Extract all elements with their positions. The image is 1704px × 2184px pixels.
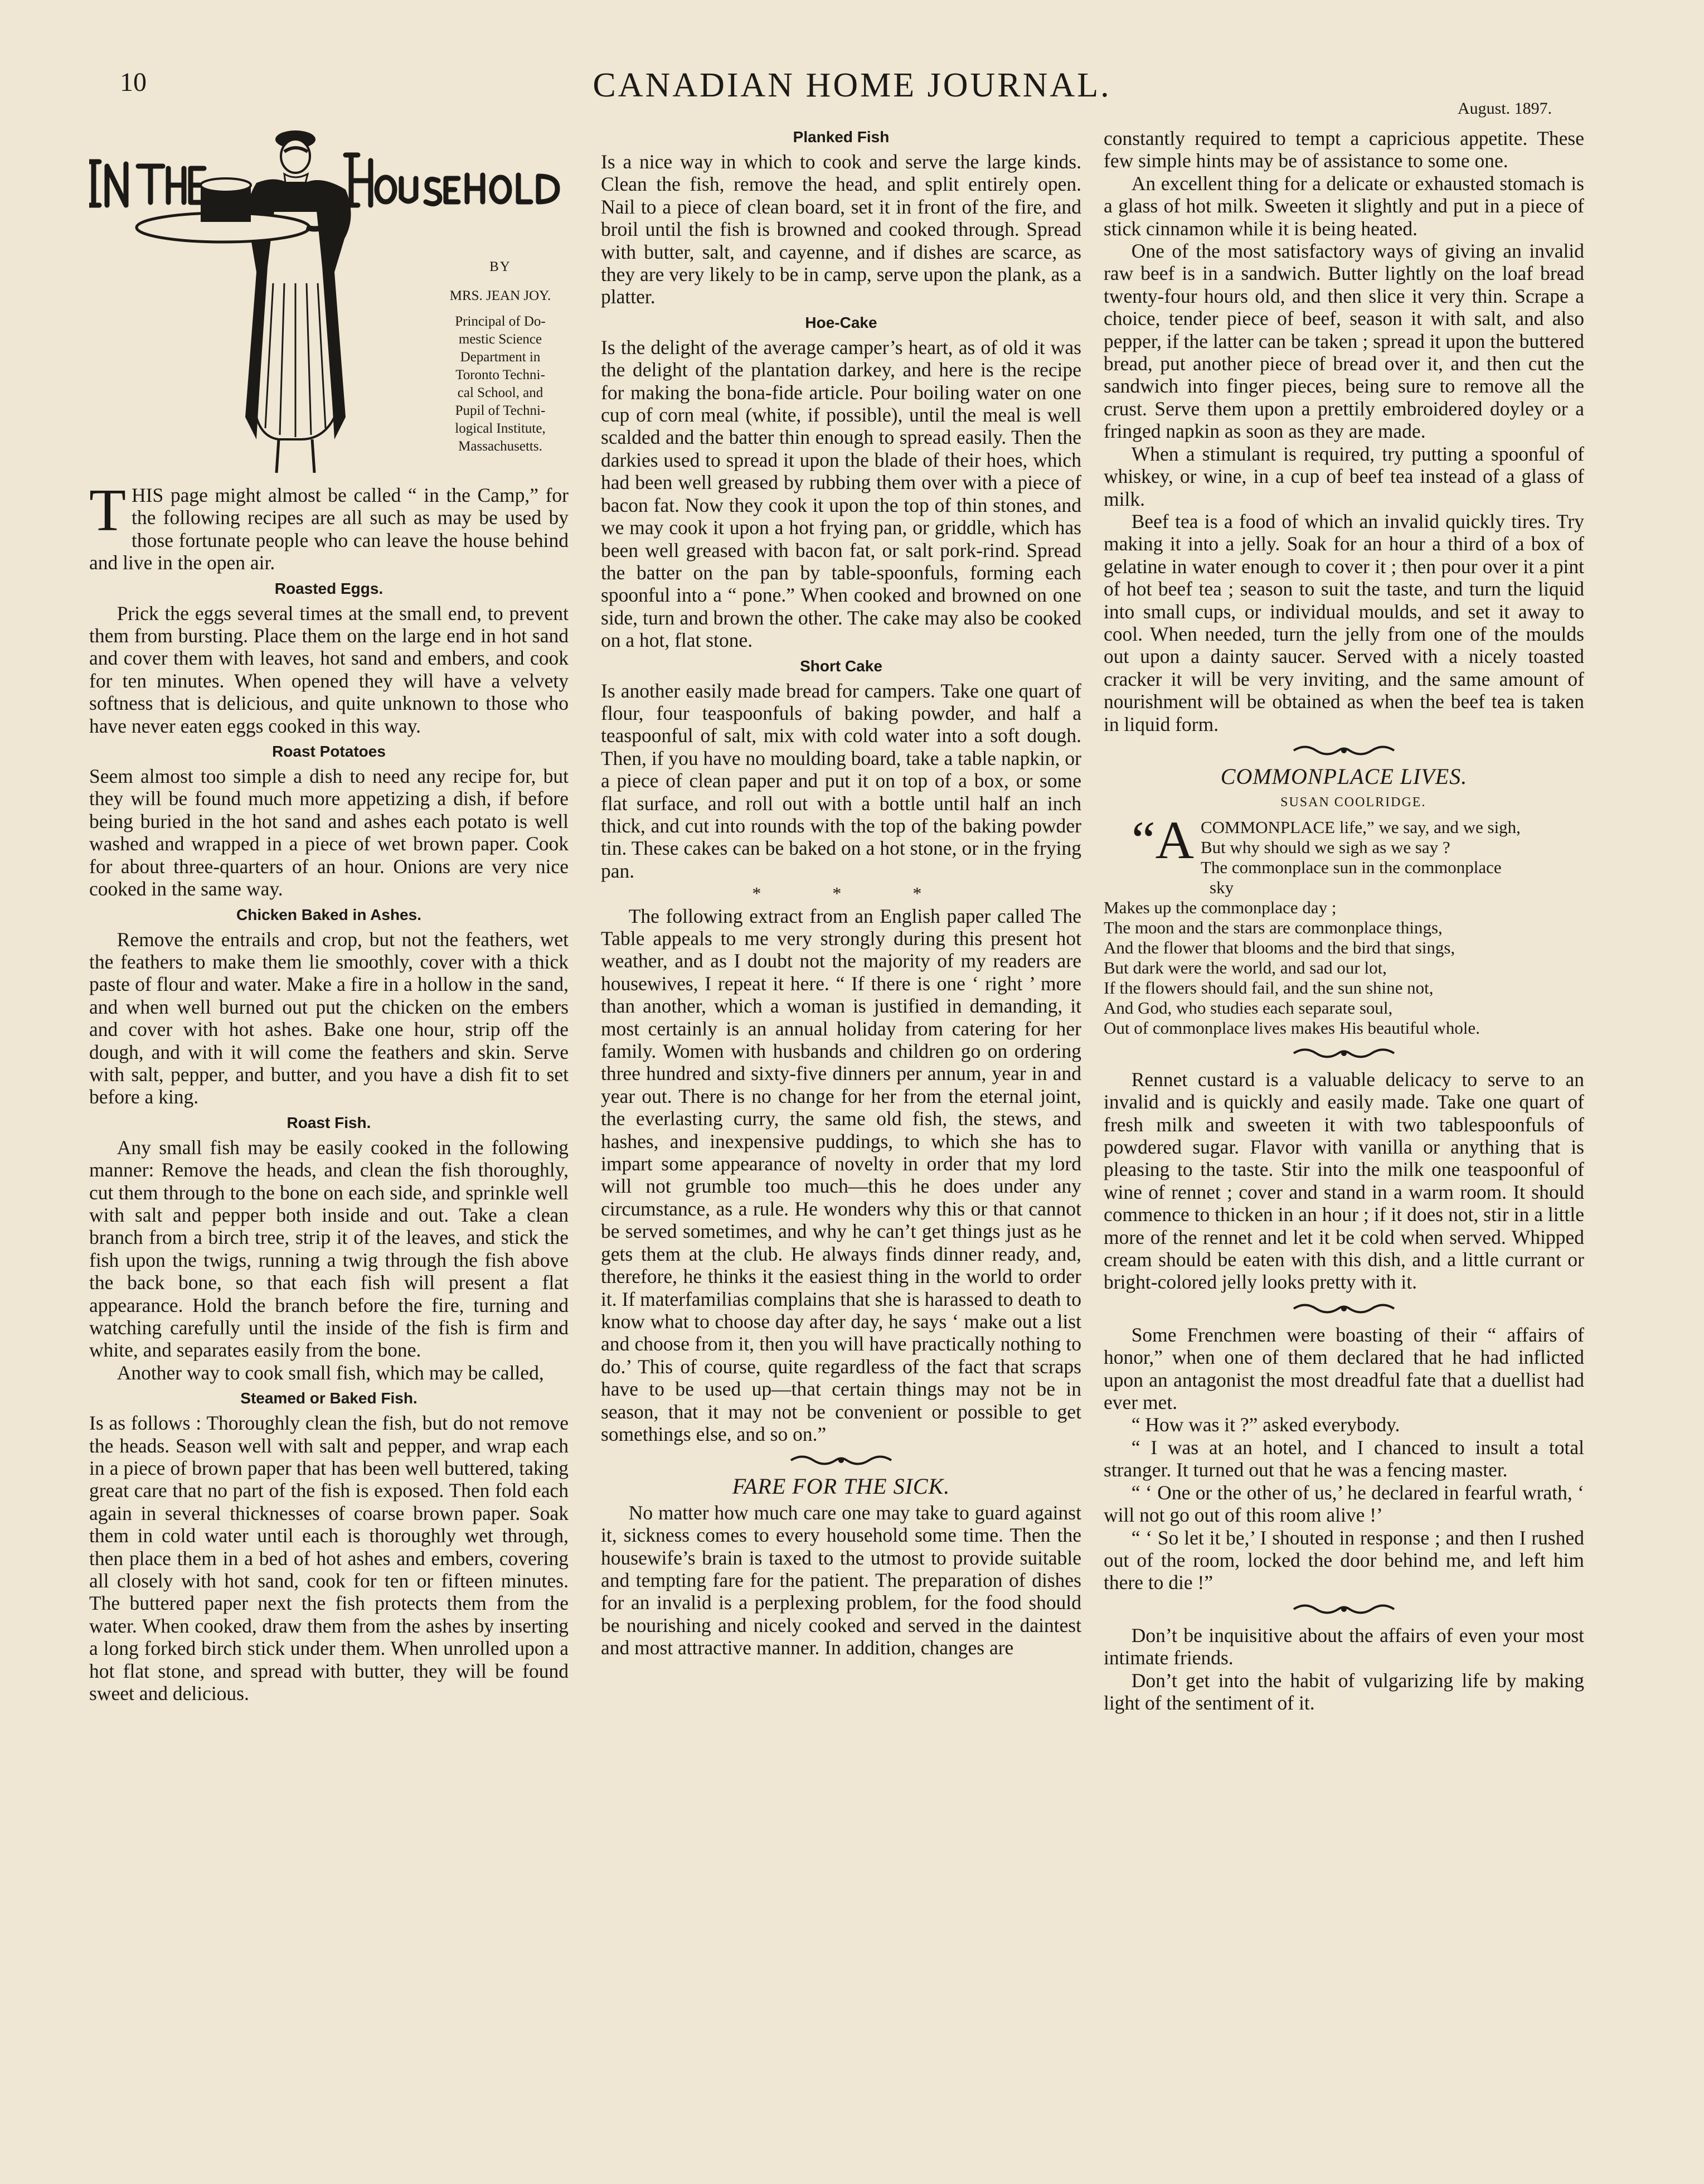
paragraph-stimulant: When a stimulant is required, try putting a spoonful of whiskey, or wine, in a cup of beef tea instead of a glass of milk.: [1104, 442, 1584, 510]
poem-line: But dark were the world, and sad our lot,: [1104, 957, 1387, 977]
poem-line: Makes up the commonplace day ;: [1104, 897, 1337, 917]
poem-drop-cap: “A: [1132, 810, 1194, 870]
heading-steamed-fish: Steamed or Baked Fish.: [240, 1389, 417, 1407]
bio-line: Pupil of Techni-: [455, 403, 546, 418]
issue-date: August. 1897.: [1458, 99, 1552, 118]
heading-roast-fish: Roast Fish.: [287, 1113, 371, 1131]
poem-line: sky: [1210, 877, 1234, 897]
paragraph-fare-for-the-sick: No matter how much care one may take to guard against it, sickness comes to every household some time. Then the housewife’s brain is taxed to the utmost to provide suitable and tempting fare for the patient. The preparation of dishes for an invalid is a perplexing problem, for the food should be nourishing and nicely cooked and served in the daintest and most attractive manner. In addition, changes are: [601, 1501, 1081, 1659]
paragraph-hot-milk: An excellent thing for a delicate or exhausted stomach is a glass of hot milk. Sweeten it slightly and put in a piece of stick cinnamon while it is being heated.: [1104, 172, 1584, 240]
heading-chicken: Chicken Baked in Ashes.: [236, 905, 421, 923]
paragraph-hotel: “ I was at an hotel, and I chanced to insult a total stranger. It turned out that he was a fencing master.: [1104, 1436, 1584, 1481]
ornament-divider: [785, 1453, 897, 1468]
paragraph-extract: The following extract from an English paper called The Table appeals to me very strongly during this present hot weather, and as I doubt not the majority of my readers are housewives, I repeat it here. “ If there is one ‘ right ’ more than another, which a woman is justified in demanding, it most certainly is an annual holiday from catering for her family. Women with husbands and children go on ordering three hundred and sixty-five dinners per annum, year in and year out. There is no change for her from the eternal joint, the everlasting curry, the same old fish, the stews, and hashes, and inexpensive puddings, to which she has to impart some appearance of novelty in order that my lord will not grumble too much—this he does under any circumstance, as a rule. He wonders why this or that cannot be served sometimes, and why he can’t get things just as he gets them at the club. He always finds dinner ready, and, therefore, he thinks it the easiest thing in the world to order it. If materfamilias complains that she is harassed to death to know what to choose day after day, he says ‘ make out a list and choose from it, then you will have practically nothing to do.’ This of course, quite regardless of the fact that scraps have to be used up—that certain things may not be in season, that it may not be convenient or possible to get somethings else, and so on.”: [601, 904, 1081, 1445]
bio-line: cal School, and: [457, 385, 543, 400]
ornament-divider: [1288, 743, 1400, 758]
poem-commonplace-lives: [1104, 810, 1584, 1038]
paragraph-beef-sandwich: One of the most satisfactory ways of giving an invalid raw beef is in a sandwich. Butter lightly on the loaf bread twenty-four hours old, and then slice it very thin. Scrape a choice, tender piece of beef, season it with salt, and also pepper, if the latter can be taken ; spread it upon the buttered bread, put another piece of bread over it, and then cut the sandwich into finger pieces, being sure to remove all the crust. Serve them upon a prettily embroidered doyley or a fringed napkin as soon as they are made.: [1104, 240, 1584, 443]
paragraph-frenchmen: Some Frenchmen were boasting of their “ affairs of honor,” when one of them declared that he had inflicted upon an antagonist the most dreadful fate that a duellist had ever met.: [1104, 1323, 1584, 1414]
heading-planked-fish: Planked Fish: [793, 128, 890, 146]
ornament-divider: [1288, 1602, 1400, 1616]
paragraph-inquisitive: Don’t be inquisitive about the affairs of even your most intimate friends.: [1104, 1624, 1584, 1669]
journal-title: CANADIAN HOME JOURNAL.: [593, 66, 1111, 104]
bio-line: Principal of Do-: [455, 314, 546, 329]
poem-line: The moon and the stars are commonplace things,: [1104, 917, 1443, 937]
paragraph-rennet-custard: Rennet custard is a valuable delicacy to serve to an invalid and is quickly and easily made. Take one quart of fresh milk and sweeten it with two tablespoonfuls of powdered sugar. Flavor with vanilla or anything that is pleasing to the taste. Stir into the milk one teaspoonful of wine of rennet ; cover and stand in a warm room. It should commence to thicken in an hour ; if it does not, stir in a little more of the rennet and let it be cold when served. Whipped cream should be eaten with this dish, and a little currant or bright-colored jelly looks pretty with it.: [1104, 1068, 1584, 1294]
paragraph-roast-potatoes: Seem almost too simple a dish to need any recipe for, but they will be found much more appetizing a dish, if before being buried in the hot sand and ashes each potato is well washed and wrapped in a piece of wet brown paper. Cook for about three-quarters of an hour. Onions are very nice cooked in the same way.: [89, 765, 569, 900]
bio-line: Toronto Techni-: [455, 367, 545, 382]
poem-author: SUSAN COOLRIDGE.: [1280, 795, 1426, 810]
heading-roast-potatoes: Roast Potatoes: [272, 743, 386, 761]
paragraph-one-or-other: “ ‘ One or the other of us,’ he declared in fearful wrath, ‘ will not go out of this room alive !’: [1104, 1481, 1584, 1527]
author-bio: [415, 313, 566, 456]
paragraph-vulgarizing: Don’t get into the habit of vulgarizing life by making light of the sentiment of it.: [1104, 1669, 1584, 1714]
ornament-divider: [1288, 1301, 1400, 1316]
paragraph-so-let-it-be: “ ‘ So let it be,’ I shouted in response ; and then I rushed out of the room, locked the door behind me, and left him there to die !”: [1104, 1526, 1584, 1594]
paragraph-planked-fish: Is a nice way in which to cook and serve the large kinds. Clean the fish, remove the head, and split entirely open. Nail to a piece of clean board, set it in front of the fire, and broil until the fish is browned and cooked through. Spread with butter, salt, and cayenne, and if dishes are scarce, as they are very likely to be in camp, serve upon the plank, as a platter.: [601, 151, 1081, 308]
section-stars: * * *: [752, 883, 955, 904]
paragraph-chicken: Remove the entrails and crop, but not the feathers, wet the feathers to make them lie smoothly, cover with a thick paste of flour and water. Make a fire in a hollow in the sand, and when well burned out put the chicken on the embers and cover with hot ashes. Bake one hour, strip off the dough, and with it will come the feathers and skin. Serve with salt, pepper, and butter, and you have a dish fit to set before a king.: [89, 928, 569, 1108]
paragraph-steamed-fish: Is as follows : Thoroughly clean the fish, but do not remove the heads. Season well with salt and pepper, and wrap each in a piece of brown paper that has been well buttered, taking great care that no part of the fish is exposed. Then fold each again in several thicknesses of coarse brown paper. Soak them in cold water until each is thoroughly wet through, then place them in a bed of hot ashes and embers, covering all closely with hot sand, cook for ten or fifteen minutes. The buttered paper next the fish protects them from the water. When cooked, draw them from the ashes by inserting a long forked birch stick under them. When unrolled upon a hot flat stone, and spread with butter, they will be found sweet and delicious.: [89, 1412, 569, 1705]
poem-line: COMMONPLACE life,” we say, and we sigh,: [1200, 817, 1521, 837]
bio-line: Massachusetts.: [458, 439, 542, 454]
poem-line: And God, who studies each separate soul,: [1104, 997, 1393, 1018]
heading-commonplace-lives: COMMONPLACE LIVES.: [1220, 763, 1468, 789]
paragraph-hoe-cake: Is the delight of the average camper’s heart, as of old it was the delight of the plantation darkey, and here is the recipe for making the bona-fide article. Pour boiling water on one cup of corn meal (white, if possible), until the meal is well scalded and the batter thin enough to spread easily. Then the darkies used to spread it upon the blade of their hoes, which had been well greased by rubbing them over with a piece of bacon fat. Now they cook it upon the top of thin stones, and we may cook it upon a hot frying pan, or griddle, which has been well greased with bacon fat, or salt pork-rind. Spread the batter on the pan by table-spoonfuls, forming each spoonful into a “ pone.” When cooked and browned on one side, turn and brown the other. The cake may also be cooked on a hot, flat stone.: [601, 336, 1081, 652]
column-left: [89, 127, 569, 1705]
bio-line: Department in: [460, 350, 541, 365]
author-credit: [415, 258, 566, 456]
author-name: MRS. JEAN JOY.: [449, 288, 551, 303]
bio-line: mestic Science: [458, 332, 542, 347]
heading-hoe-cake: Hoe-Cake: [805, 313, 877, 331]
paragraph-short-cake: Is another easily made bread for campers. Take one quart of flour, four teaspoonfuls of baking powder, and half a teaspoonful of salt, mix with cold water into a soft dough. Then, if you have no moulding board, take a table napkin, or a piece of clean paper and put it on top of a box, or some flat surface, and roll out with a bottle until half an inch thick, and cut into rounds with the top of the baking powder tin. These cakes can be baked on a hot stone, or in the frying pan.: [601, 679, 1081, 882]
household-header: [89, 127, 569, 484]
poem-line: If the flowers should fail, and the sun shine not,: [1104, 977, 1434, 997]
paragraph-beef-tea: Beef tea is a food of which an invalid quickly tires. Try making it into a jelly. Soak for an hour a third of a box of gelatine in water enough to cover it ; then pour over it a pint of hot beef tea ; season to suit the taste, and turn the liquid into small cups, or individual moulds, and set it away to cool. When needed, turn the jelly from one of the moulds out upon a dainty saucer. Served with a nicely toasted cracker it will be very inviting, and the same amount of nourishment will be obtained as when the beef tea is taken in liquid form.: [1104, 510, 1584, 735]
column-middle: [601, 127, 1081, 1659]
paragraph-roast-fish: Any small fish may be easily cooked in the following manner: Remove the heads, and clean the fish thoroughly, cut them through to the bone on each side, and sprinkle well with salt and pepper both inside and out. Take a clean branch from a birch tree, strip it of the leaves, and stick the fish upon the twigs, running a twig through the fish above the back bone, so that each fish will present a flat appearance. Hold the branch before the fire, turning and watching carefully until the inside of the fish is firm and white, and separates easily from the bone.: [89, 1136, 569, 1362]
heading-short-cake: Short Cake: [800, 657, 882, 675]
poem-line: The commonplace sun in the commonplace: [1200, 857, 1502, 877]
by-label: BY: [489, 259, 511, 274]
heading-roasted-eggs: Roasted Eggs.: [274, 579, 383, 597]
bio-line: logical Institute,: [455, 421, 546, 436]
drop-cap: T: [89, 477, 126, 544]
poem-line: And the flower that blooms and the bird that sings,: [1104, 937, 1455, 957]
poem-line: Out of commonplace lives makes His beautiful whole.: [1104, 1018, 1480, 1038]
paragraph-sick-continued: constantly required to tempt a capricious appetite. These few simple hints may be of assistance to some one.: [1104, 127, 1584, 172]
heading-fare-for-the-sick: FARE FOR THE SICK.: [732, 1474, 950, 1499]
column-right: [1104, 127, 1584, 1714]
intro-paragraph: [89, 477, 569, 574]
poem-line: But why should we sigh as we say ?: [1200, 837, 1450, 857]
paragraph-roasted-eggs: Prick the eggs several times at the small end, to prevent them from bursting. Place them on the large end in hot sand and cover them with leaves, hot sand and embers, and cook for ten minutes. When opened they will have a velvety softness that is delicious, and quite unknown to those who have never eaten eggs cooked in this way.: [89, 602, 569, 737]
ornament-divider: [1288, 1046, 1400, 1060]
paragraph-how-was-it: “ How was it ?” asked everybody.: [1131, 1413, 1400, 1436]
page-number: 10: [120, 67, 147, 97]
intro-text: HIS page might almost be called “ in the Camp,” for the following recipes are all such as may be used by those fortunate people who can leave the house behind and live in the open air.: [89, 484, 569, 574]
paragraph-another-way: Another way to cook small fish, which may be called,: [116, 1361, 544, 1384]
